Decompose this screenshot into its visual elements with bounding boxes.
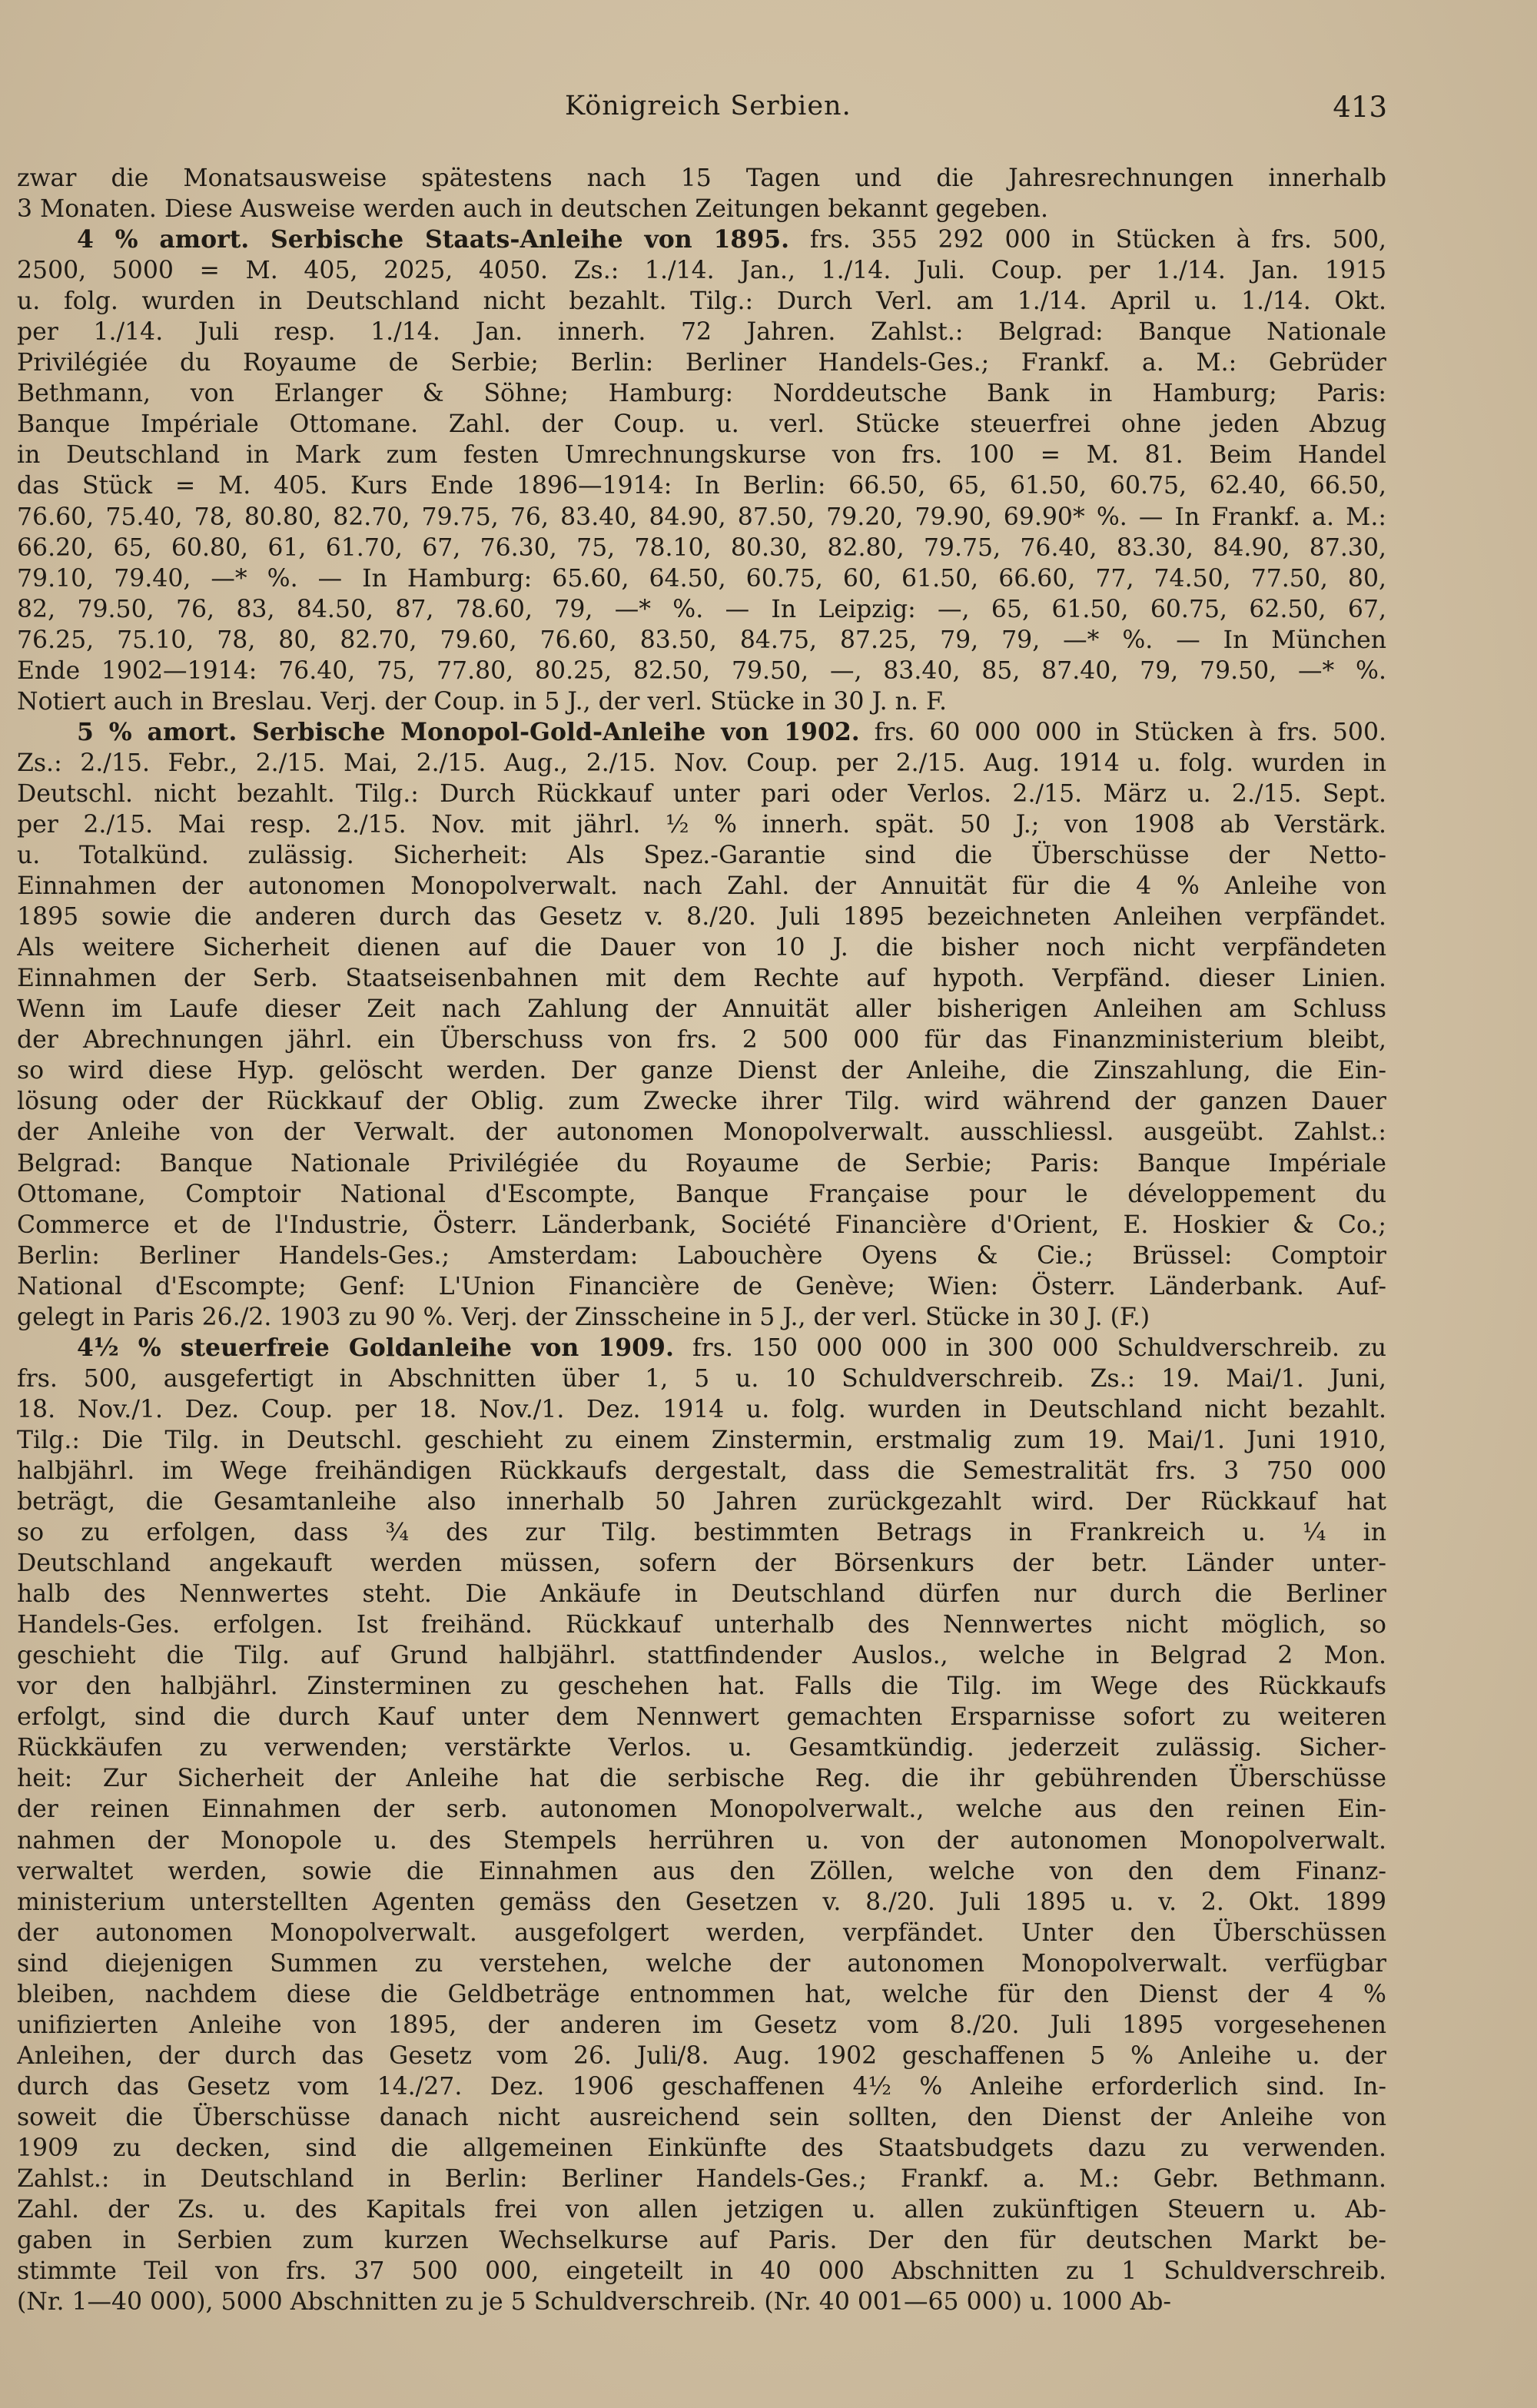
line-text: 2500, 5000 = M. 405, 2025, 4050. Zs.: 1./14. Jan., 1./14. Juli. Coup. per 1./14. Jan. 1915 (17, 257, 1386, 285)
line-text: beträgt, die Gesamtanleihe also innerhalb 50 Jahren zurückgezahlt wird. Der Rückkauf hat (17, 1488, 1386, 1516)
line-text: Anleihen, der durch das Gesetz vom 26. Juli/8. Aug. 1902 geschaffenen 5 % Anleihe u. der (17, 2041, 1386, 2070)
line-text: verwaltet werden, sowie die Einnahmen aus den Zöllen, welche von den dem Finanz- (17, 1857, 1386, 1885)
line-text: in Deutschland in Mark zum festen Umrechnungskurse von frs. 100 = M. 81. Beim Handel (17, 441, 1386, 470)
line-text: erfolgt, sind die durch Kauf unter dem Nennwert gemachten Ersparnisse sofort zu weiteren (17, 1703, 1386, 1732)
line-text: u. folg. wurden in Deutschland nicht bezahlt. Tilg.: Durch Verl. am 1./14. April u. 1./14. Okt. (17, 287, 1386, 316)
line-text: frs. 355 292 000 in Stücken à frs. 500, (789, 226, 1386, 254)
line-text: stimmte Teil von frs. 37 500 000, eingeteilt in 40 000 Abschnitten zu 1 Schuldverschreib. (17, 2257, 1386, 2286)
line-text: per 1./14. Juli resp. 1./14. Jan. innerh. 72 Jahren. Zahlst.: Belgrad: Banque Nationale (17, 318, 1386, 347)
text-line (17, 2194, 1386, 2225)
line-text: 1895 sowie die anderen durch das Gesetz v. 8./20. Juli 1895 bezeichneten Anleihen verpfändet. (17, 903, 1386, 932)
line-text: Zahlst.: in Deutschland in Berlin: Berliner Handels-Ges.; Frankf. a. M.: Gebr. Bethmann. (17, 2165, 1386, 2194)
text-line (17, 1640, 1386, 1671)
text-line (17, 1671, 1386, 1702)
text-line (17, 1794, 1386, 1825)
line-text: das Stück = M. 405. Kurs Ende 1896—1914: In Berlin: 66.50, 65, 61.50, 60.75, 62.40, 66.50, (17, 472, 1386, 500)
text-line (17, 779, 1386, 809)
text-line (17, 809, 1386, 840)
text-line (17, 1179, 1386, 1210)
text-line (17, 409, 1386, 440)
text-line (17, 2041, 1386, 2071)
line-text: Einnahmen der autonomen Monopolverwalt. nach Zahl. der Annuität für die 4 % Anleihe von (17, 872, 1386, 901)
text-line (17, 286, 1386, 317)
paragraph (17, 1333, 1386, 2318)
text-line (17, 1732, 1386, 1763)
text-line (17, 2256, 1386, 2287)
line-text: Ende 1902—1914: 76.40, 75, 77.80, 80.25, 82.50, 79.50, —, 83.40, 85, 87.40, 79, 79.50, —* %. (17, 656, 1386, 685)
text-line (17, 347, 1386, 378)
line-text: halb des Nennwertes steht. Die Ankäufe in Deutschland dürfen nur durch die Berliner (17, 1580, 1386, 1609)
text-line (17, 902, 1386, 932)
text-line (17, 871, 1386, 902)
line-text: ministerium unterstellten Agenten gemäss den Gesetzen v. 8./20. Juli 1895 u. v. 2. Okt. 1899 (17, 1888, 1386, 1916)
line-text: Privilégiée du Royaume de Serbie; Berlin: Berliner Handels-Ges.; Frankf. a. M.: Gebrüder (17, 349, 1386, 377)
line-text: Zahl. der Zs. u. des Kapitals frei von allen jetzigen u. allen zukünftigen Steuern u. Ab- (17, 2196, 1386, 2224)
text-line (17, 533, 1386, 563)
line-text: der Abrechnungen jährl. ein Überschuss von frs. 2 500 000 für das Finanzministerium bleibt, (17, 1026, 1386, 1055)
text-line (17, 994, 1386, 1025)
line-text: Einnahmen der Serb. Staatseisenbahnen mit dem Rechte auf hypoth. Verpfänd. dieser Linien. (17, 965, 1386, 993)
line-text: 82, 79.50, 76, 83, 84.50, 87, 78.60, 79, —* %. — In Leipzig: —, 65, 61.50, 60.75, 62.50, 67, (17, 595, 1386, 623)
text-line (17, 1117, 1386, 1148)
text-line (17, 1548, 1386, 1579)
page-number: 413 (1333, 91, 1387, 124)
paragraph (17, 224, 1386, 717)
text-line (17, 1363, 1386, 1394)
page-header (0, 91, 1537, 137)
line-text: u. Totalkünd. zulässig. Sicherheit: Als Spez.-Garantie sind die Überschüsse der Netto- (17, 842, 1386, 870)
text-line (17, 1333, 1386, 1363)
text-line (17, 2102, 1386, 2133)
line-text: Commerce et de l'Industrie, Österr. Länderbank, Société Financière d'Orient, E. Hoskier & Co.; (17, 1211, 1386, 1239)
line-text: so zu erfolgen, dass ¾ des zur Tilg. bestimmten Betrags in Frankreich u. ¼ in (17, 1519, 1386, 1547)
line-text: (Nr. 1—40 000), 5000 Abschnitten zu je 5 Schuldverschreib. (Nr. 40 001—65 000) u. 1000 Ab- (17, 2288, 1172, 2317)
text-line (17, 686, 1386, 717)
line-text: nahmen der Monopole u. des Stempels herrühren u. von der autonomen Monopolverwalt. (17, 1826, 1386, 1855)
text-line (17, 163, 1386, 194)
line-text: soweit die Überschüsse danach nicht ausreichend sein sollten, den Dienst der Anleihe von (17, 2103, 1386, 2131)
text-line (17, 470, 1386, 501)
text-line (17, 2133, 1386, 2164)
text-line (17, 717, 1386, 748)
text-line (17, 502, 1386, 533)
line-text: frs. 500, ausgefertigt in Abschnitten über 1, 5 u. 10 Schuldverschreib. Zs.: 19. Mai/1. Juni, (17, 1364, 1386, 1393)
line-text: Rückkäufen zu verwenden; verstärkte Verlos. u. Gesamtkündig. jederzeit zulässig. Sicher- (17, 1734, 1386, 1762)
body-text (17, 163, 1386, 2317)
line-text: sind diejenigen Summen zu verstehen, welche der autonomen Monopolverwalt. verfügbar (17, 1949, 1386, 1978)
paragraph (17, 163, 1386, 224)
line-text: 1909 zu decken, sind die allgemeinen Einkünfte des Staatsbudgets dazu zu verwenden. (17, 2134, 1386, 2162)
text-line (17, 748, 1386, 779)
text-line (17, 224, 1386, 255)
text-line (17, 1302, 1386, 1333)
section-heading: 5 % amort. Serbische Monopol-Gold-Anleihe von 1902. (77, 717, 860, 746)
line-text: der Anleihe von der Verwalt. der autonomen Monopolverwalt. ausschliessl. ausgeübt. Zahlst.: (17, 1118, 1386, 1147)
line-text: Banque Impériale Ottomane. Zahl. der Coup. u. verl. Stücke steuerfrei ohne jeden Abzug (17, 410, 1386, 439)
text-line (17, 1486, 1386, 1517)
text-line (17, 1856, 1386, 1887)
text-line (17, 2287, 1386, 2317)
line-text: 79.10, 79.40, —* %. — In Hamburg: 65.60, 64.50, 60.75, 60, 61.50, 66.60, 77, 74.50, 77.50, 80, (17, 564, 1386, 593)
line-text: Als weitere Sicherheit dienen auf die Dauer von 10 J. die bisher noch nicht verpfändeten (17, 934, 1386, 962)
text-line (17, 1763, 1386, 1794)
text-line (17, 625, 1386, 656)
text-line (17, 1979, 1386, 2010)
line-text: Notiert auch in Breslau. Verj. der Coup. in 5 J., der verl. Stücke in 30 J. n. F. (17, 687, 947, 716)
section-heading: 4½ % steuerfreie Goldanleihe von 1909. (77, 1333, 674, 1362)
text-line (17, 1394, 1386, 1425)
text-line (17, 1425, 1386, 1456)
section-heading: 4 % amort. Serbische Staats-Anleihe von 1895. (77, 225, 790, 254)
line-text: per 2./15. Mai resp. 2./15. Nov. mit jährl. ½ % innerh. spät. 50 J.; von 1908 ab Verstärk. (17, 810, 1386, 839)
line-text: Deutschl. nicht bezahlt. Tilg.: Durch Rückkauf unter pari oder Verlos. 2./15. März u. 2./15. Sept. (17, 779, 1386, 808)
text-line (17, 440, 1386, 470)
text-line (17, 1210, 1386, 1241)
line-text: lösung oder der Rückkauf der Oblig. zum Zwecke ihrer Tilg. wird während der ganzen Dauer (17, 1088, 1386, 1116)
text-line (17, 1825, 1386, 1856)
line-text: durch das Gesetz vom 14./27. Dez. 1906 geschaffenen 4½ % Anleihe erforderlich sind. In- (17, 2072, 1386, 2101)
text-line (17, 2164, 1386, 2194)
line-text: 76.25, 75.10, 78, 80, 82.70, 79.60, 76.60, 83.50, 84.75, 87.25, 79, 79, —* %. — In München (17, 626, 1386, 654)
text-line (17, 1579, 1386, 1609)
line-text: Handels-Ges. erfolgen. Ist freihänd. Rückkauf unterhalb des Nennwertes nicht möglich, so (17, 1611, 1386, 1639)
text-line (17, 656, 1386, 686)
line-text: Bethmann, von Erlanger & Söhne; Hamburg: Norddeutsche Bank in Hamburg; Paris: (17, 380, 1386, 408)
line-text: vor den halbjährl. Zinsterminen zu geschehen hat. Falls die Tilg. im Wege des Rückkaufs (17, 1672, 1386, 1701)
line-text: unifizierten Anleihe von 1895, der anderen im Gesetz vom 8./20. Juli 1895 vorgesehenen (17, 2011, 1386, 2039)
line-text: der reinen Einnahmen der serb. autonomen Monopolverwalt., welche aus den reinen Ein- (17, 1795, 1386, 1824)
text-line (17, 563, 1386, 594)
line-text: frs. 60 000 000 in Stücken à frs. 500. (859, 718, 1386, 746)
text-line (17, 1086, 1386, 1117)
line-text: gelegt in Paris 26./2. 1903 zu 90 %. Verj. der Zinsscheine in 5 J., der verl. Stücke in 30 J. (F.) (17, 1303, 1150, 1331)
text-line (17, 1456, 1386, 1486)
text-line (17, 1148, 1386, 1179)
text-line (17, 255, 1386, 286)
text-line (17, 1517, 1386, 1548)
line-text: geschieht die Tilg. auf Grund halbjährl. stattfindender Auslos., welche in Belgrad 2 Mon. (17, 1642, 1386, 1670)
text-line (17, 932, 1386, 963)
line-text: bleiben, nachdem diese die Geldbeträge entnommen hat, welche für den Dienst der 4 % (17, 1980, 1386, 2008)
line-text: Deutschland angekauft werden müssen, sofern der Börsenkurs der betr. Länder unter- (17, 1549, 1386, 1578)
text-line (17, 1271, 1386, 1302)
line-text: gaben in Serbien zum kurzen Wechselkurse auf Paris. Der den für deutschen Markt be- (17, 2227, 1386, 2255)
line-text: halbjährl. im Wege freihändigen Rückkaufs dergestalt, dass die Semestralität frs. 3 750 000 (17, 1456, 1386, 1485)
line-text: Tilg.: Die Tilg. in Deutschl. geschieht zu einem Zinstermin, erstmalig zum 19. Mai/1. Juni 1910, (17, 1426, 1386, 1454)
line-text: 76.60, 75.40, 78, 80.80, 82.70, 79.75, 76, 83.40, 84.90, 87.50, 79.20, 79.90, 69.90* %. — In Frankf. a. M.: (17, 503, 1386, 531)
text-line (17, 194, 1386, 224)
line-text: National d'Escompte; Genf: L'Union Financière de Genève; Wien: Österr. Länderbank. Auf- (17, 1272, 1386, 1300)
text-line (17, 1055, 1386, 1086)
text-line (17, 594, 1386, 625)
text-line (17, 1887, 1386, 1918)
line-text: der autonomen Monopolverwalt. ausgefolgert werden, verpfändet. Unter den Überschüssen (17, 1918, 1386, 1947)
text-line (17, 378, 1386, 409)
text-line (17, 1918, 1386, 1948)
text-line (17, 1702, 1386, 1732)
line-text: heit: Zur Sicherheit der Anleihe hat die serbische Reg. die ihr gebührenden Überschüsse (17, 1765, 1386, 1793)
line-text: Wenn im Laufe dieser Zeit nach Zahlung der Annuität aller bisherigen Anleihen am Schluss (17, 995, 1386, 1024)
line-text: 18. Nov./1. Dez. Coup. per 18. Nov./1. Dez. 1914 u. folg. wurden in Deutschland nicht bezahlt. (17, 1395, 1386, 1423)
running-title: Königreich Serbien. (565, 91, 851, 121)
line-text: zwar die Monatsausweise spätestens nach 15 Tagen und die Jahresrechnungen innerhalb (17, 164, 1386, 192)
text-line (17, 840, 1386, 871)
text-line (17, 1025, 1386, 1055)
text-line (17, 1609, 1386, 1640)
line-text: Ottomane, Comptoir National d'Escompte, Banque Française pour le développement du (17, 1180, 1386, 1208)
text-line (17, 2071, 1386, 2102)
line-text: Belgrad: Banque Nationale Privilégiée du Royaume de Serbie; Paris: Banque Impériale (17, 1149, 1386, 1177)
text-line (17, 2010, 1386, 2041)
text-line (17, 963, 1386, 994)
line-text: Zs.: 2./15. Febr., 2./15. Mai, 2./15. Aug., 2./15. Nov. Coup. per 2./15. Aug. 1914 u. folg. wurden in (17, 749, 1386, 777)
text-line (17, 317, 1386, 347)
line-text: frs. 150 000 000 in 300 000 Schuldverschreib. zu (673, 1334, 1386, 1362)
line-text: Berlin: Berliner Handels-Ges.; Amsterdam: Labouchère Oyens & Cie.; Brüssel: Comptoir (17, 1241, 1386, 1270)
line-text: 3 Monaten. Diese Ausweise werden auch in deutschen Zeitungen bekannt gegeben. (17, 195, 1048, 224)
paragraph (17, 717, 1386, 1333)
line-text: so wird diese Hyp. gelöscht werden. Der ganze Dienst der Anleihe, die Zinszahlung, die Ein- (17, 1057, 1386, 1085)
text-line (17, 2225, 1386, 2256)
text-line (17, 1948, 1386, 1979)
text-line (17, 1241, 1386, 1271)
line-text: 66.20, 65, 60.80, 61, 61.70, 67, 76.30, 75, 78.10, 80.30, 82.80, 79.75, 76.40, 83.30, 84.90, 87.30, (17, 533, 1386, 562)
